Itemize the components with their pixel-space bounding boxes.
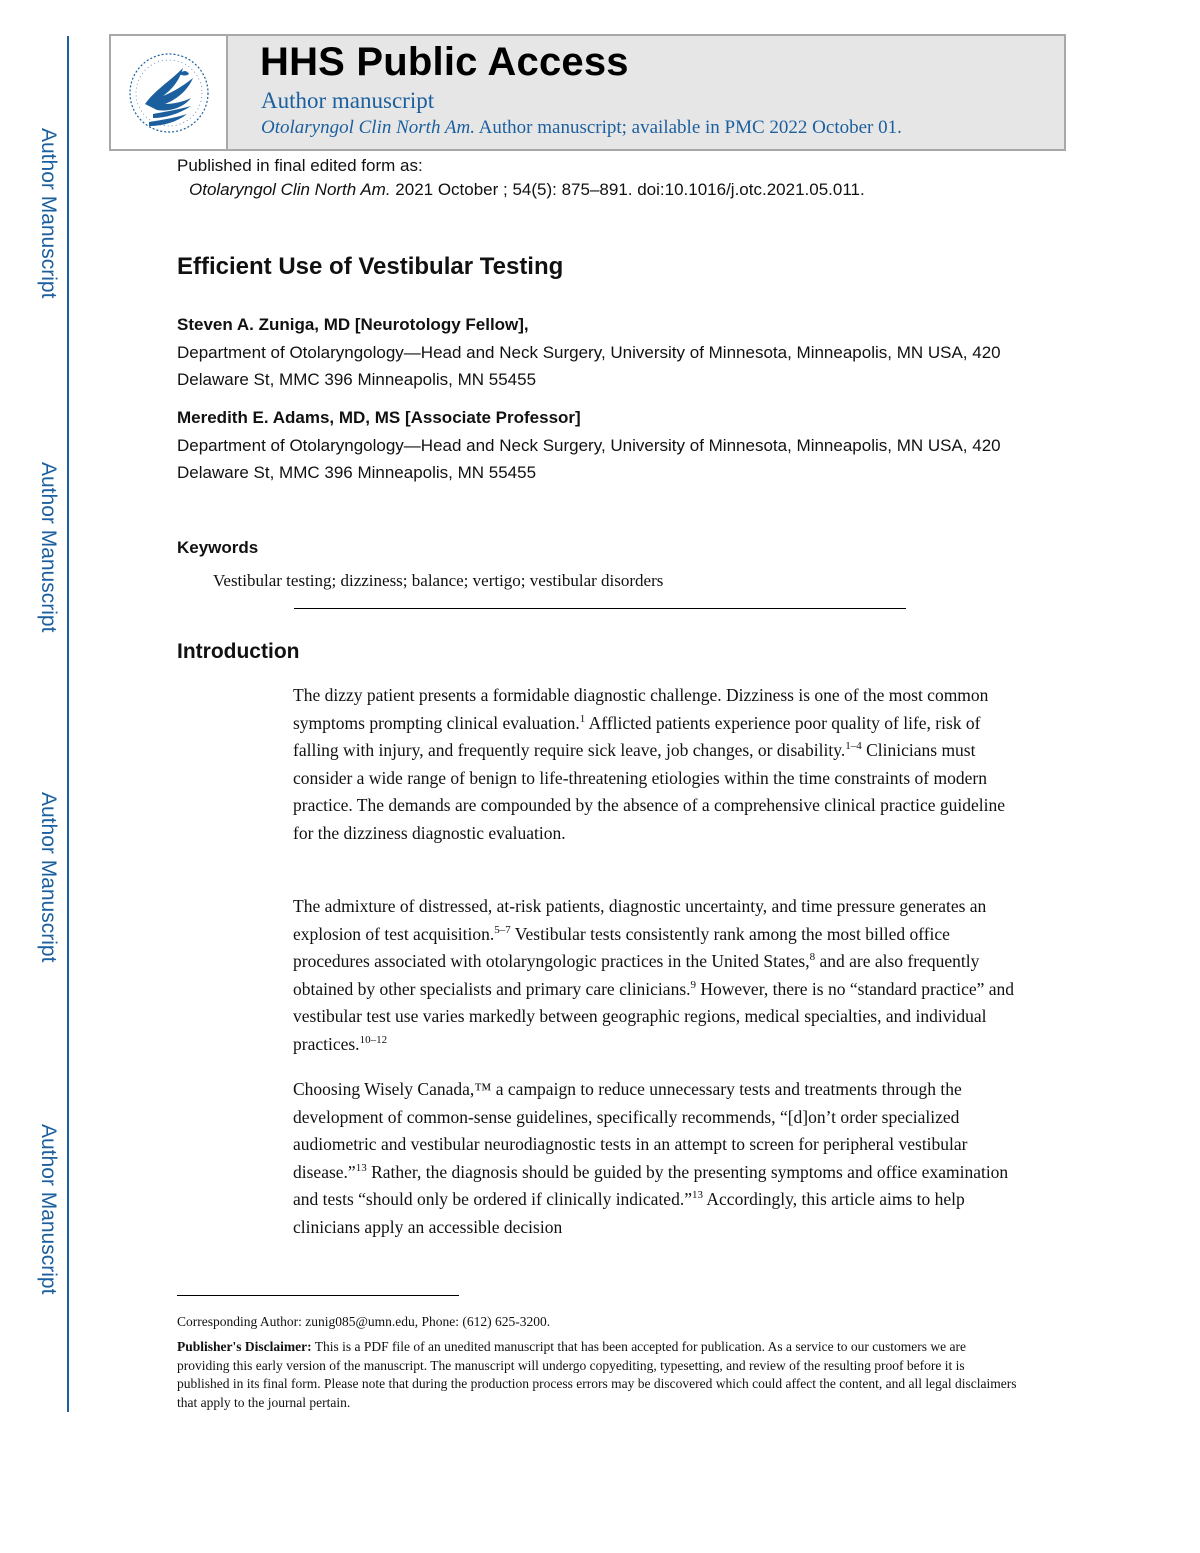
side-label-author-manuscript: Author Manuscript xyxy=(37,128,60,299)
publisher-disclaimer xyxy=(177,1338,1017,1412)
intro-paragraph-1: The dizzy patient presents a formidable diagnostic challenge. Dizziness is one of the most common symptoms prompting clinical evaluation.$^1$ Afflicted patients experience poor quality of life, risk of falling with injury, and frequently require sick leave, job changes, or disability.$^{1-4}$ Clinicians must consider a wide range of benign to life-threatening etiologies within the time constraints of modern practice. The demands are compounded by the absence of a comprehensive clinical practice guideline for the dizziness diagnostic evaluation. xyxy=(293,685,1006,843)
availability-text: Author manuscript; available in PMC 2022 October 01. xyxy=(474,117,902,138)
author-affiliation: Department of Otolaryngology—Head and Neck Surgery, University of Minnesota, Minneapolis, MN USA, 420 Delaware St, MMC 396 Minneapolis, MN 55455 xyxy=(177,343,1001,389)
corresponding-author: Corresponding Author: zunig085@umn.edu, Phone: (612) 625-3200. xyxy=(177,1314,551,1329)
citation-journal: Otolaryngol Clin North Am. xyxy=(189,180,391,199)
citation-ref[interactable]: 8 xyxy=(809,951,816,964)
side-label-author-manuscript: Author Manuscript xyxy=(37,792,60,963)
citation-ref[interactable]: 1–4 xyxy=(845,740,862,753)
author-name: Meredith E. Adams, MD, MS [Associate Professor] xyxy=(177,408,581,427)
disclaimer-text: This is a PDF file of an unedited manuscript that has been accepted for publication. As a service to our customers we are providing this early version of the manuscript. The manuscript will undergo copyediting, typesetting, and review of the resulting proof before it is published in its final form. Please note that during the production process errors may be discovered which could affect the content, and all legal disclaimers that apply to the journal pertain. xyxy=(177,1339,1017,1410)
hhs-eagle-logo-icon xyxy=(125,48,213,138)
hhs-header xyxy=(109,34,1066,151)
intro-paragraph-3: Choosing Wisely Canada,™ a campaign to reduce unnecessary tests and treatments through the development of common-sense guidelines, specifically recommends, “[d]on’t order specialized audiometric and vestibular neurodiagnostic tests in an attempt to screen for peripheral vestibular disease.”$^{13}$ Rather, the diagnosis should be guided by the presenting symptoms and office examination and tests “should only be ordered if clinically indicated.”$^{13}$ Accordingly, this article aims to help clinicians apply an accessible decision xyxy=(293,1079,1009,1237)
author-manuscript-subtitle: Author manuscript xyxy=(261,88,435,113)
keywords-divider xyxy=(294,608,906,609)
published-in-label: Published in final edited form as: xyxy=(177,156,423,175)
keywords-text: Vestibular testing; dizziness; balance; vertigo; vestibular disorders xyxy=(213,571,664,590)
author-name: Steven A. Zuniga, MD [Neurotology Fellow], xyxy=(177,315,529,334)
hhs-logo-panel xyxy=(111,36,228,149)
journal-name: Otolaryngol Clin North Am. xyxy=(261,117,475,138)
footnote-divider xyxy=(177,1295,459,1296)
intro-paragraph-2: The admixture of distressed, at-risk patients, diagnostic uncertainty, and time pressure generates an explosion of test acquisition.$^{5-7}$ Vestibular tests consistently rank among the most billed office procedures associated with otolaryngologic practices in the United States,$^8$ and are also frequently obtained by other specialists and primary care clinicians.$^9$ However, there is no “standard practice” and vestibular test use varies markedly between geographic regions, medical specialties, and individual practices.$^{10-12}$ xyxy=(293,896,1015,1054)
disclaimer-label: Publisher's Disclaimer: xyxy=(177,1339,312,1354)
availability-line xyxy=(261,117,902,139)
keywords-heading: Keywords xyxy=(177,538,259,557)
side-label-author-manuscript: Author Manuscript xyxy=(37,1124,60,1295)
citation-ref[interactable]: 10–12 xyxy=(359,1034,388,1047)
article-title: Efficient Use of Vestibular Testing xyxy=(177,253,564,280)
citation-ref[interactable]: 13 xyxy=(355,1161,367,1174)
citation-ref[interactable]: 1 xyxy=(579,712,586,725)
side-label-author-manuscript: Author Manuscript xyxy=(37,462,60,633)
citation-ref[interactable]: 13 xyxy=(691,1189,703,1202)
author-affiliation: Department of Otolaryngology—Head and Neck Surgery, University of Minnesota, Minneapolis, MN USA, 420 Delaware St, MMC 396 Minneapolis, MN 55455 xyxy=(177,436,1001,482)
hhs-public-access-title: HHS Public Access xyxy=(260,40,629,84)
citation-details: 2021 October ; 54(5): 875–891. doi:10.1016/j.otc.2021.05.011. xyxy=(390,180,865,199)
introduction-heading: Introduction xyxy=(177,640,300,663)
citation-ref[interactable]: 5–7 xyxy=(494,923,511,936)
citation-ref[interactable]: 9 xyxy=(690,978,697,991)
hhs-title-panel xyxy=(228,36,1064,149)
citation-line xyxy=(189,180,865,200)
